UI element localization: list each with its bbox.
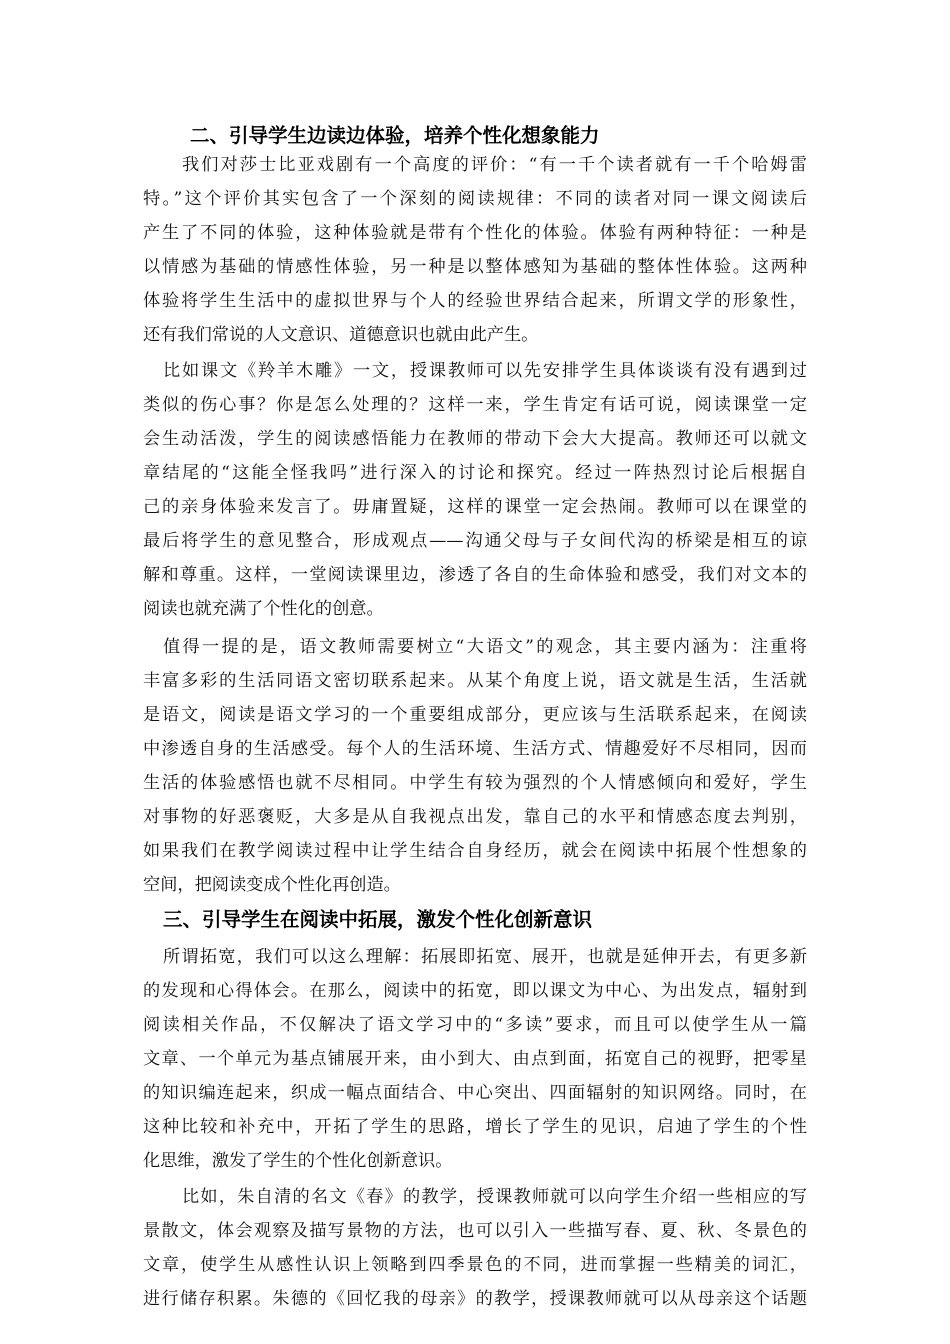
paragraph-line: 文章、一个单元为基点铺展开来，由小到大、由点到面，拓宽自己的视野，把零星	[143, 1049, 807, 1069]
paragraph-line: 还有我们常说的人文意识、道德意识也就由此产生。	[143, 325, 539, 345]
paragraph-line: 比如，朱自清的名文《春》的教学，授课教师就可以向学生介绍一些相应的写	[182, 1187, 807, 1207]
paragraph-line: 对事物的好恶褒贬，大多是从自我视点出发，靠自己的水平和情感态度去判别，	[143, 807, 807, 827]
paragraph-line: 比如课文《羚羊木雕》一文，授课教师可以先安排学生具体谈谈有没有遇到过	[163, 361, 807, 381]
paragraph-line: 的发现和心得体会。在那么，阅读中的拓宽，即以课文为中心、为出发点，辐射到	[143, 981, 807, 1001]
paragraph-line: 特。”这个评价其实包含了一个深刻的阅读规律：不同的读者对同一课文阅读后	[143, 189, 807, 209]
paragraph-line: 生活的体验感悟也就不尽相同。中学生有较为强烈的个人情感倾向和爱好，学生	[143, 773, 807, 793]
paragraph-line: 如果我们在教学阅读过程中让学生结合自身经历，就会在阅读中拓展个性想象的	[143, 841, 807, 861]
paragraph-line: 所谓拓宽，我们可以这么理解：拓展即拓宽、展开，也就是延伸开去，有更多新	[163, 947, 807, 967]
paragraph-line: 最后将学生的意见整合，形成观点——沟通父母与子女间代沟的桥梁是相互的谅	[143, 531, 807, 551]
paragraph-line: 景散文，体会观察及描写景物的方法，也可以引入一些描写春、夏、秋、冬景色的	[143, 1221, 807, 1241]
paragraph-line: 文章，使学生从感性认识上领略到四季景色的不同，进而掌握一些精美的词汇，	[143, 1255, 807, 1275]
paragraph-line: 是语文，阅读是语文学习的一个重要组成部分，更应该与生活联系起来，在阅读	[143, 705, 807, 725]
paragraph-line: 以情感为基础的情感性体验，另一种是以整体感知为基础的整体性体验。这两种	[143, 257, 807, 277]
paragraph-line: 阅读相关作品，不仅解决了语文学习中的“多读”要求，而且可以使学生从一篇	[143, 1015, 807, 1035]
paragraph-line: 己的亲身体验来发言了。毋庸置疑，这样的课堂一定会热闹。教师可以在课堂的	[143, 497, 807, 517]
section-heading-2: 二、引导学生边读边体验，培养个性化想象能力	[190, 124, 600, 147]
paragraph-line: 体验将学生生活中的虚拟世界与个人的经验世界结合起来，所谓文学的形象性，	[143, 291, 807, 311]
paragraph-line: 章结尾的“这能全怪我吗”进行深入的讨论和探究。经过一阵热烈讨论后根据自	[143, 463, 807, 483]
paragraph-line: 中渗透自身的生活感受。每个人的生活环境、生活方式、情趣爱好不尽相同，因而	[143, 739, 807, 759]
paragraph-line: 会生动活泼，学生的阅读感悟能力在教师的带动下会大大提高。教师还可以就文	[143, 429, 807, 449]
paragraph-line: 值得一提的是，语文教师需要树立“大语文”的观念，其主要内涵为：注重将	[163, 637, 807, 657]
paragraph-line: 产生了不同的体验，这种体验就是带有个性化的体验。体验有两种特征：一种是	[143, 223, 807, 243]
paragraph-line: 解和尊重。这样，一堂阅读课里边，渗透了各自的生命体验和感受，我们对文本的	[143, 565, 807, 585]
paragraph-line: 我们对莎士比亚戏剧有一个高度的评价：“有一千个读者就有一千个哈姆雷	[182, 155, 807, 175]
paragraph-line: 化思维，激发了学生的个性化创新意识。	[143, 1151, 453, 1171]
paragraph-line: 这种比较和补充中，开拓了学生的思路，增长了学生的见识，启迪了学生的个性	[143, 1117, 807, 1137]
paragraph-line: 空间，把阅读变成个性化再创造。	[143, 875, 401, 895]
paragraph-line: 丰富多彩的生活同语文密切联系起来。从某个角度上说，语文就是生活，生活就	[143, 671, 807, 691]
section-heading-3: 三、引导学生在阅读中拓展，激发个性化创新意识	[163, 908, 593, 931]
paragraph-line: 的知识编连起来，织成一幅点面结合、中心突出、四面辐射的知识网络。同时，在	[143, 1083, 807, 1103]
paragraph-line: 阅读也就充满了个性化的创意。	[143, 599, 384, 619]
paragraph-line: 类似的伤心事？你是怎么处理的？这样一来，学生肯定有话可说，阅读课堂一定	[143, 395, 807, 415]
paragraph-line: 进行储存积累。朱德的《回忆我的母亲》的教学，授课教师就可以从母亲这个话题	[143, 1289, 807, 1309]
